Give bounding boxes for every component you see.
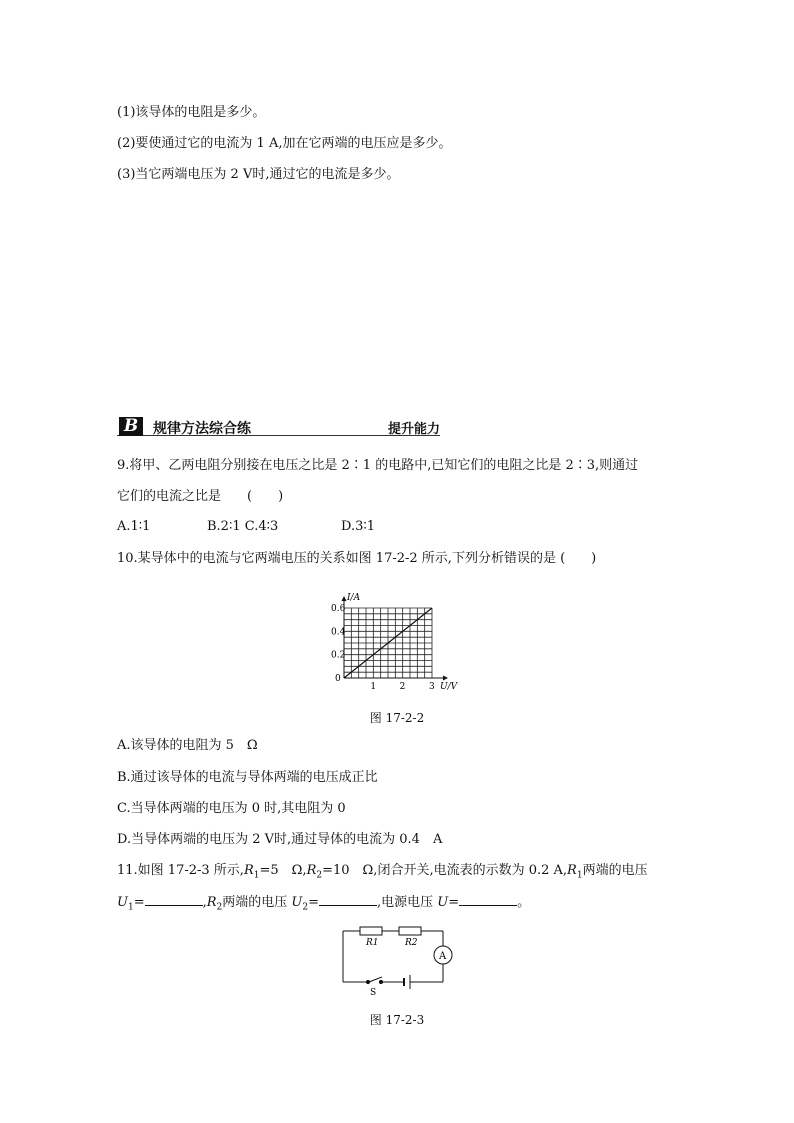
q10-stem: 10.某导体中的电流与它两端电压的关系如图 17-2-2 所示,下列分析错误的是 ( ) [117, 551, 597, 566]
q9-option-bc: B.2∶1 C.4∶3 [207, 519, 279, 534]
q11-mid: 两端的电压 [222, 895, 292, 910]
q11-end: 。 [517, 895, 531, 910]
q11-line1 [117, 862, 648, 885]
q11-line2 [117, 893, 530, 917]
u2-eq: = [308, 895, 320, 910]
q9-option-a: A.1∶1 [117, 519, 151, 534]
q10-option-b: B.通过该导体的电流与导体两端的电压成正比 [117, 770, 378, 785]
figure-caption-17-2-2: 图 17-2-2 [369, 711, 425, 725]
r1-label: R1 [366, 938, 379, 948]
x-axis-arrow [443, 676, 448, 681]
r1-subscript: 1 [253, 870, 260, 881]
r2b-symbol: R [206, 895, 217, 910]
r1b-subscript: 1 [576, 870, 583, 881]
x-tick-label: 3 [429, 682, 435, 692]
q8-part2: (2)要使通过它的电流为 1 A,加在它两端的电压应是多少。 [117, 136, 452, 151]
q10-option-d: D.当导体两端的电压为 2 V时,通过导体的电流为 0.4 A [117, 832, 443, 847]
q9-line2: 它们的电流之比是 ( ) [117, 489, 284, 504]
q8-part3: (3)当它两端电压为 2 V时,通过它的电流是多少。 [117, 167, 400, 182]
q11-intro: 11.如图 17-2-3 所示, [117, 863, 244, 878]
u1-eq: = [133, 895, 145, 910]
r2-subscript: 2 [316, 870, 323, 881]
q8-part1: (1)该导体的电阻是多少。 [117, 105, 266, 120]
u1-symbol: U [117, 895, 128, 910]
q10-option-a: A.该导体的电阻为 5 Ω [117, 738, 258, 753]
section-subtitle: 提升能力 [387, 422, 440, 437]
u2-symbol: U [291, 895, 303, 910]
u1-subscript: 1 [127, 902, 134, 913]
y-tick-label: 0.6 [331, 604, 346, 614]
u-eq: = [448, 895, 460, 910]
r1-value: =5 Ω, [259, 863, 307, 878]
y-axis-arrow [342, 596, 347, 601]
resistor-r1 [360, 927, 382, 935]
resistor-r2 [399, 927, 421, 935]
section-title: 规律方法综合练 [153, 421, 251, 437]
iu-graph [330, 578, 465, 693]
r1-symbol: R [243, 863, 254, 878]
u2-blank[interactable] [319, 893, 377, 906]
u1-blank[interactable] [145, 893, 203, 906]
q9-line1: 9.将甲、乙两电阻分别接在电压之比是 2∶1 的电路中,已知它们的电阻之比是 2∶3,则通过 [117, 458, 639, 473]
r2-label: R2 [405, 938, 418, 948]
y-tick-label: 0.4 [331, 627, 346, 638]
q11-mid2: ,电源电压 [377, 895, 438, 910]
r2b-subscript: 2 [216, 902, 223, 913]
x-axis-label: U/V [440, 682, 458, 692]
comma: , [202, 895, 207, 910]
u-blank[interactable] [459, 893, 517, 906]
u-symbol: U [437, 895, 449, 910]
u2-subscript: 2 [302, 902, 309, 913]
x-tick-label: 1 [370, 682, 377, 692]
y-tick-label: 0.2 [331, 650, 346, 661]
y-axis-label: I/A [347, 593, 361, 603]
q10-option-c: C.当导体两端的电压为 0 时,其电阻为 0 [117, 801, 346, 816]
ammeter-label: A [439, 951, 447, 962]
q11-line1-end: 两端的电压 [582, 863, 648, 878]
r2-symbol: R [306, 863, 317, 878]
r2-value: =10 Ω,闭合开关,电流表的示数为 0.2 A, [322, 863, 568, 878]
q9-option-d: D.3∶1 [341, 519, 376, 534]
origin-label: 0 [335, 674, 341, 684]
r1b-symbol: R [567, 863, 577, 878]
switch-contact-right [379, 980, 382, 983]
section-header [117, 416, 440, 438]
switch-label: S [370, 988, 377, 997]
figure-caption-17-2-3: 图 17-2-3 [369, 1013, 425, 1027]
section-badge: B [119, 417, 143, 436]
x-tick-label: 2 [399, 682, 406, 692]
circuit-diagram [335, 922, 460, 997]
